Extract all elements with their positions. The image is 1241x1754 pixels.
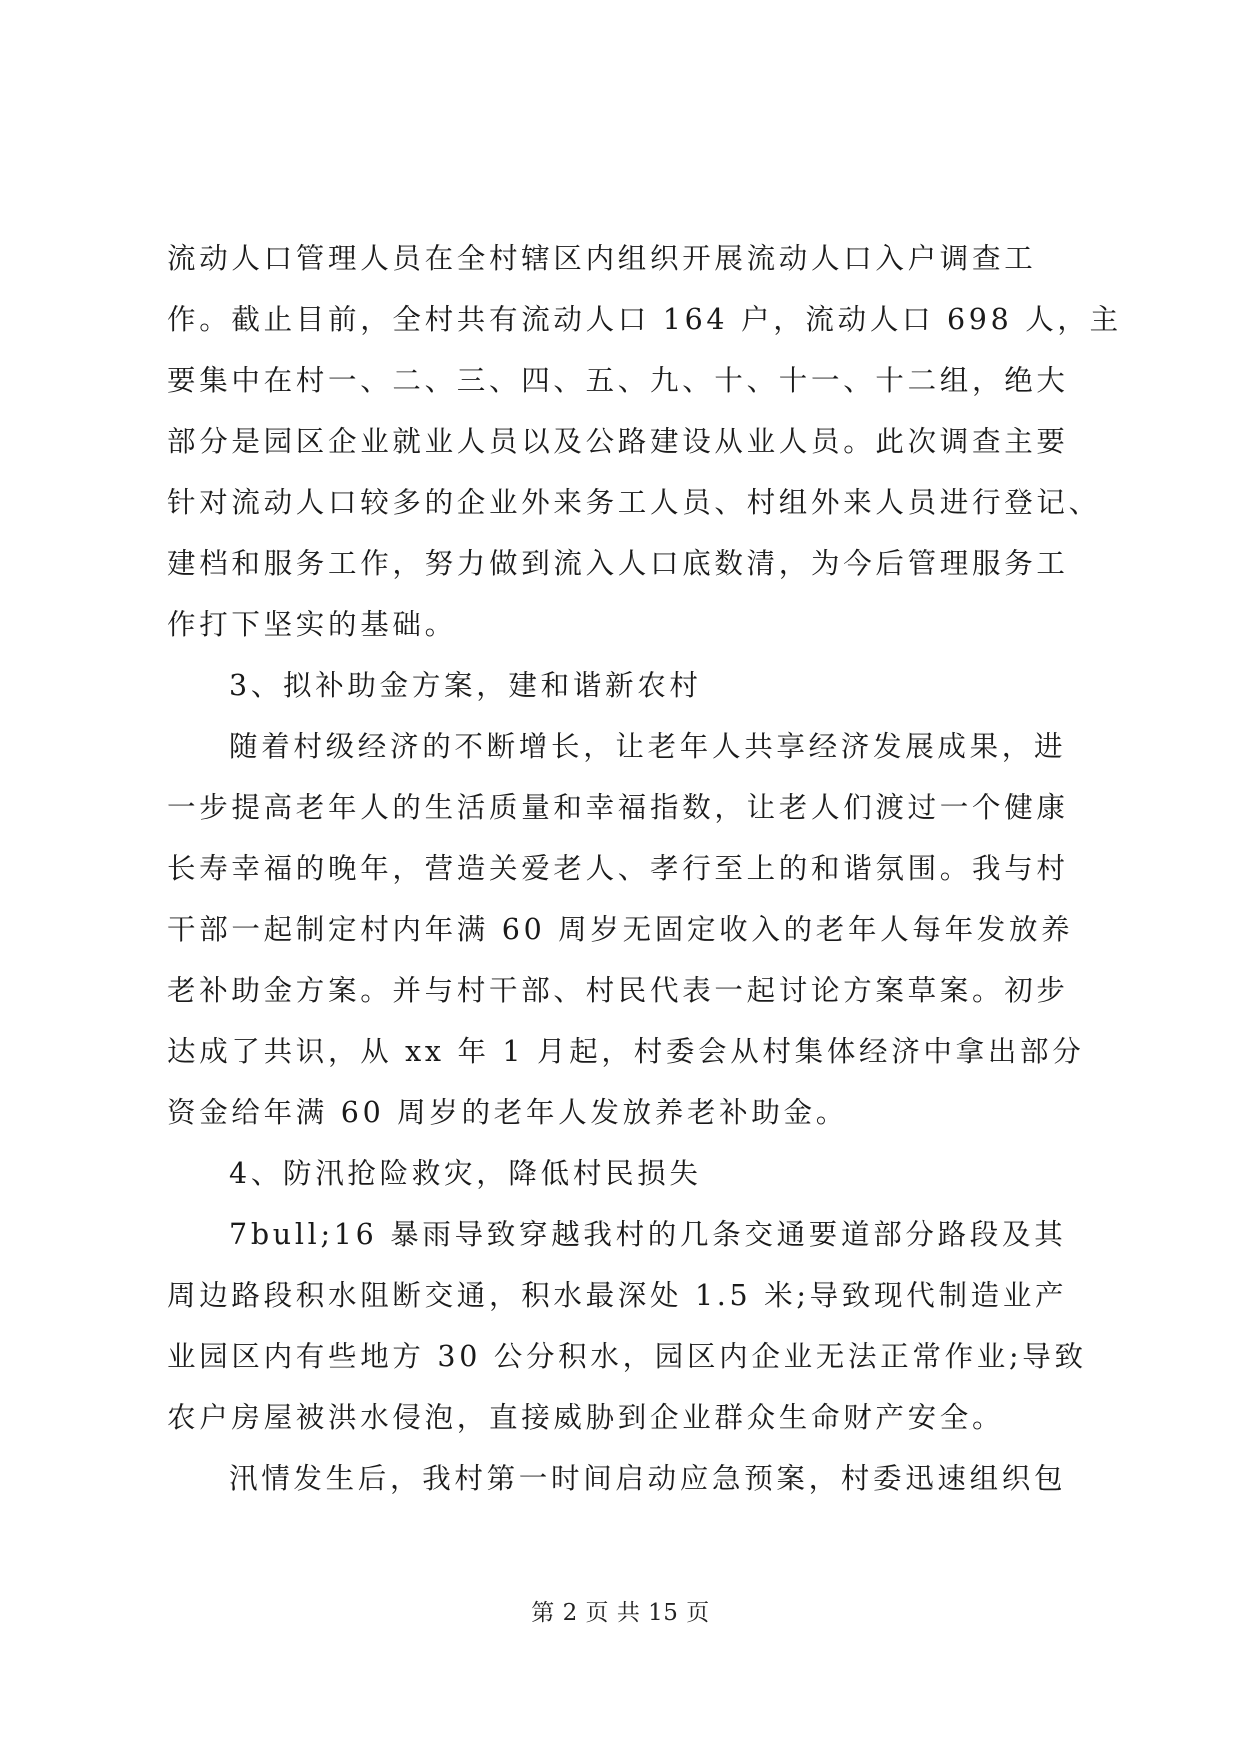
document-body (167, 228, 1122, 1509)
paragraph-line: 部分是园区企业就业人员以及公路建设从业人员。此次调查主要 (167, 425, 1069, 458)
section-heading: 4、防汛抢险救灾，降低村民损失 (229, 1157, 702, 1190)
paragraph-line: 农户房屋被洪水侵泡，直接威胁到企业群众生命财产安全。 (167, 1401, 1005, 1434)
paragraph-line: 干部一起制定村内年满 60 周岁无固定收入的老年人每年发放养 (167, 913, 1074, 946)
paragraph-line: 要集中在村一、二、三、四、五、九、十、十一、十二组，绝大 (167, 364, 1069, 397)
paragraph-line: 建档和服务工作，努力做到流入人口底数清，为今后管理服务工 (167, 547, 1069, 580)
paragraph-first-line: 7bull;16 暴雨导致穿越我村的几条交通要道部分路段及其 (229, 1218, 1067, 1251)
paragraph-line: 老补助金方案。并与村干部、村民代表一起讨论方案草案。初步 (167, 974, 1069, 1007)
paragraph-first-line: 汛情发生后，我村第一时间启动应急预案，村委迅速组织包 (229, 1462, 1067, 1495)
paragraph-line: 作打下坚实的基础。 (167, 608, 457, 641)
paragraph-line: 业园区内有些地方 30 公分积水，园区内企业无法正常作业;导致 (167, 1340, 1087, 1373)
paragraph-line: 长寿幸福的晚年，营造关爱老人、孝行至上的和谐氛围。我与村 (167, 852, 1069, 885)
paragraph-line: 流动人口管理人员在全村辖区内组织开展流动人口入户调查工 (167, 242, 1037, 275)
paragraph-first-line: 随着村级经济的不断增长，让老年人共享经济发展成果，进 (229, 730, 1067, 763)
paragraph-line: 周边路段积水阻断交通，积水最深处 1.5 米;导致现代制造业产 (167, 1279, 1068, 1312)
page-number-footer: 第 2 页 共 15 页 (531, 1600, 710, 1626)
paragraph-line: 一步提高老年人的生活质量和幸福指数，让老人们渡过一个健康 (167, 791, 1069, 824)
paragraph-line: 资金给年满 60 周岁的老年人发放养老补助金。 (167, 1096, 848, 1129)
paragraph-line: 作。截止目前，全村共有流动人口 164 户，流动人口 698 人，主 (167, 303, 1122, 336)
paragraph-line: 针对流动人口较多的企业外来务工人员、村组外来人员进行登记、 (167, 486, 1101, 519)
section-heading: 3、拟补助金方案，建和谐新农村 (229, 669, 702, 702)
paragraph-line: 达成了共识，从 xx 年 1 月起，村委会从村集体经济中拿出部分 (167, 1035, 1085, 1068)
